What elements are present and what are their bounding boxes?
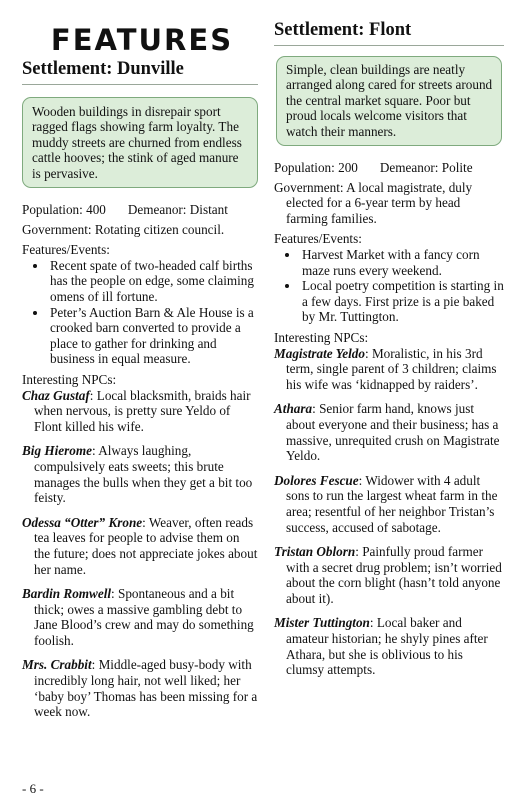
npc-entry <box>274 544 504 606</box>
features-events-label: Features/Events: <box>22 242 110 258</box>
events-list <box>274 247 504 325</box>
npc-description: : Spontaneous and a bit thick; owes a massive gambling debt to Jane Blood’s crew and may do something foolish. <box>34 586 254 648</box>
settlement-description-box: Wooden buildings in disrepair sport ragged flags showing farm loyalty. The muddy streets are churned from endless cattle hooves; the stink of aged manure is pervasive. <box>22 97 258 188</box>
features-events-label: Features/Events: <box>274 231 362 247</box>
right-column <box>274 0 504 687</box>
demeanor-text: Demeanor: Distant <box>127 202 228 218</box>
npc-description: : Weaver, often reads tea leaves for people to advise them on the future; does not appreciate jokes about her name. <box>34 514 258 577</box>
npc-description: : Local blacksmith, braids hair when nervous, is pretty sure Yeldo of Flont killed his wife. <box>34 387 251 434</box>
npcs-label: Interesting NPCs: <box>22 371 117 387</box>
population-text: Population: 200 <box>274 160 358 176</box>
features-heading: FEATURES <box>50 23 234 57</box>
population-text: Population: 400 <box>22 202 106 218</box>
npc-name: Mrs. Crabbit <box>22 657 92 673</box>
npc-entry <box>274 346 504 393</box>
npcs-label: Interesting NPCs: <box>274 329 369 345</box>
page-number: - 6 - <box>22 781 44 796</box>
settlement-title-dunville: Settlement: Dunville <box>22 58 258 85</box>
npc-entry <box>274 615 504 677</box>
npc-description: : Widower with 4 adult sons to run the largest wheat farm in the area; resentful of her neighbor Tristan’s success, accused of sabotage. <box>286 472 498 535</box>
npc-entry <box>22 443 258 505</box>
government-text: Government: Rotating citizen council. <box>22 221 225 237</box>
npc-description: : Always laughing, compulsively eats sweets; this brute manages the bulls when they get a bit too feisty. <box>34 443 253 506</box>
events-list <box>22 258 258 367</box>
settlement-stats <box>22 202 258 218</box>
left-column <box>22 0 258 729</box>
npc-entry <box>22 388 258 435</box>
demeanor-text: Demeanor: Polite <box>379 160 473 176</box>
npc-name: Chaz Gustaf <box>22 387 90 403</box>
npc-name: Bardin Romwell <box>22 586 112 602</box>
government-text: Government: A local magistrate, duly elected for a 6-year term by head farming families. <box>274 179 473 226</box>
npc-name: Mister Tuttington <box>274 615 370 631</box>
npc-entry <box>274 401 504 463</box>
npc-name: Tristan Oblorn <box>274 544 356 560</box>
npc-entry <box>22 515 258 577</box>
settlement-stats <box>274 160 504 176</box>
npc-description: : Moralistic, in his 3rd term, single parent of 3 children; claims his wife was ‘kidnapped by raiders’. <box>286 345 497 392</box>
npc-entry <box>274 473 504 535</box>
npc-entry <box>22 657 258 719</box>
settlement-description-box: Simple, clean buildings are neatly arranged along cared for streets around the central market square. Poor but proud locals welcome visitors that watch their manners. <box>276 56 502 146</box>
npc-name: Odessa “Otter” Krone <box>22 514 143 530</box>
settlement-title-flont: Settlement: Flont <box>274 19 504 46</box>
npc-name: Dolores Fescue <box>274 472 359 488</box>
npc-name: Magistrate Yeldo <box>274 345 365 361</box>
event-item: • Recent spate of two-headed calf births has the people on edge, some claiming omens of ill fortune. <box>48 258 258 305</box>
npc-name: Athara <box>274 401 313 417</box>
npc-entry <box>22 586 258 648</box>
npc-description: : Local baker and amateur historian; he shyly pines after Athara, but she is oblivious to his clumsy attempts. <box>286 615 488 678</box>
event-item: • Local poetry competition is starting in a few days. First prize is a pie baked by Mr. Tuttington. <box>300 278 504 325</box>
npc-description: : Painfully proud farmer with a secret drug problem; isn’t worried about the corn blight (hasn’t told anyone about it). <box>286 544 502 606</box>
npc-description: : Middle-aged busy-body with incredibly long hair, not well liked; her ‘baby boy’ Thomas has been missing for a week now. <box>34 657 258 720</box>
npc-description: : Senior farm hand, knows just about everyone and their business; has a massive, unrequited crush on Magistrate Yeldo. <box>286 401 500 464</box>
event-item: • Harvest Market with a fancy corn maze runs every weekend. <box>300 247 504 278</box>
event-item: • Peter’s Auction Barn & Ale House is a crooked barn converted to provide a place to gather for drinking and business in equal measure. <box>48 305 258 367</box>
npc-name: Big Hierome <box>22 443 92 459</box>
